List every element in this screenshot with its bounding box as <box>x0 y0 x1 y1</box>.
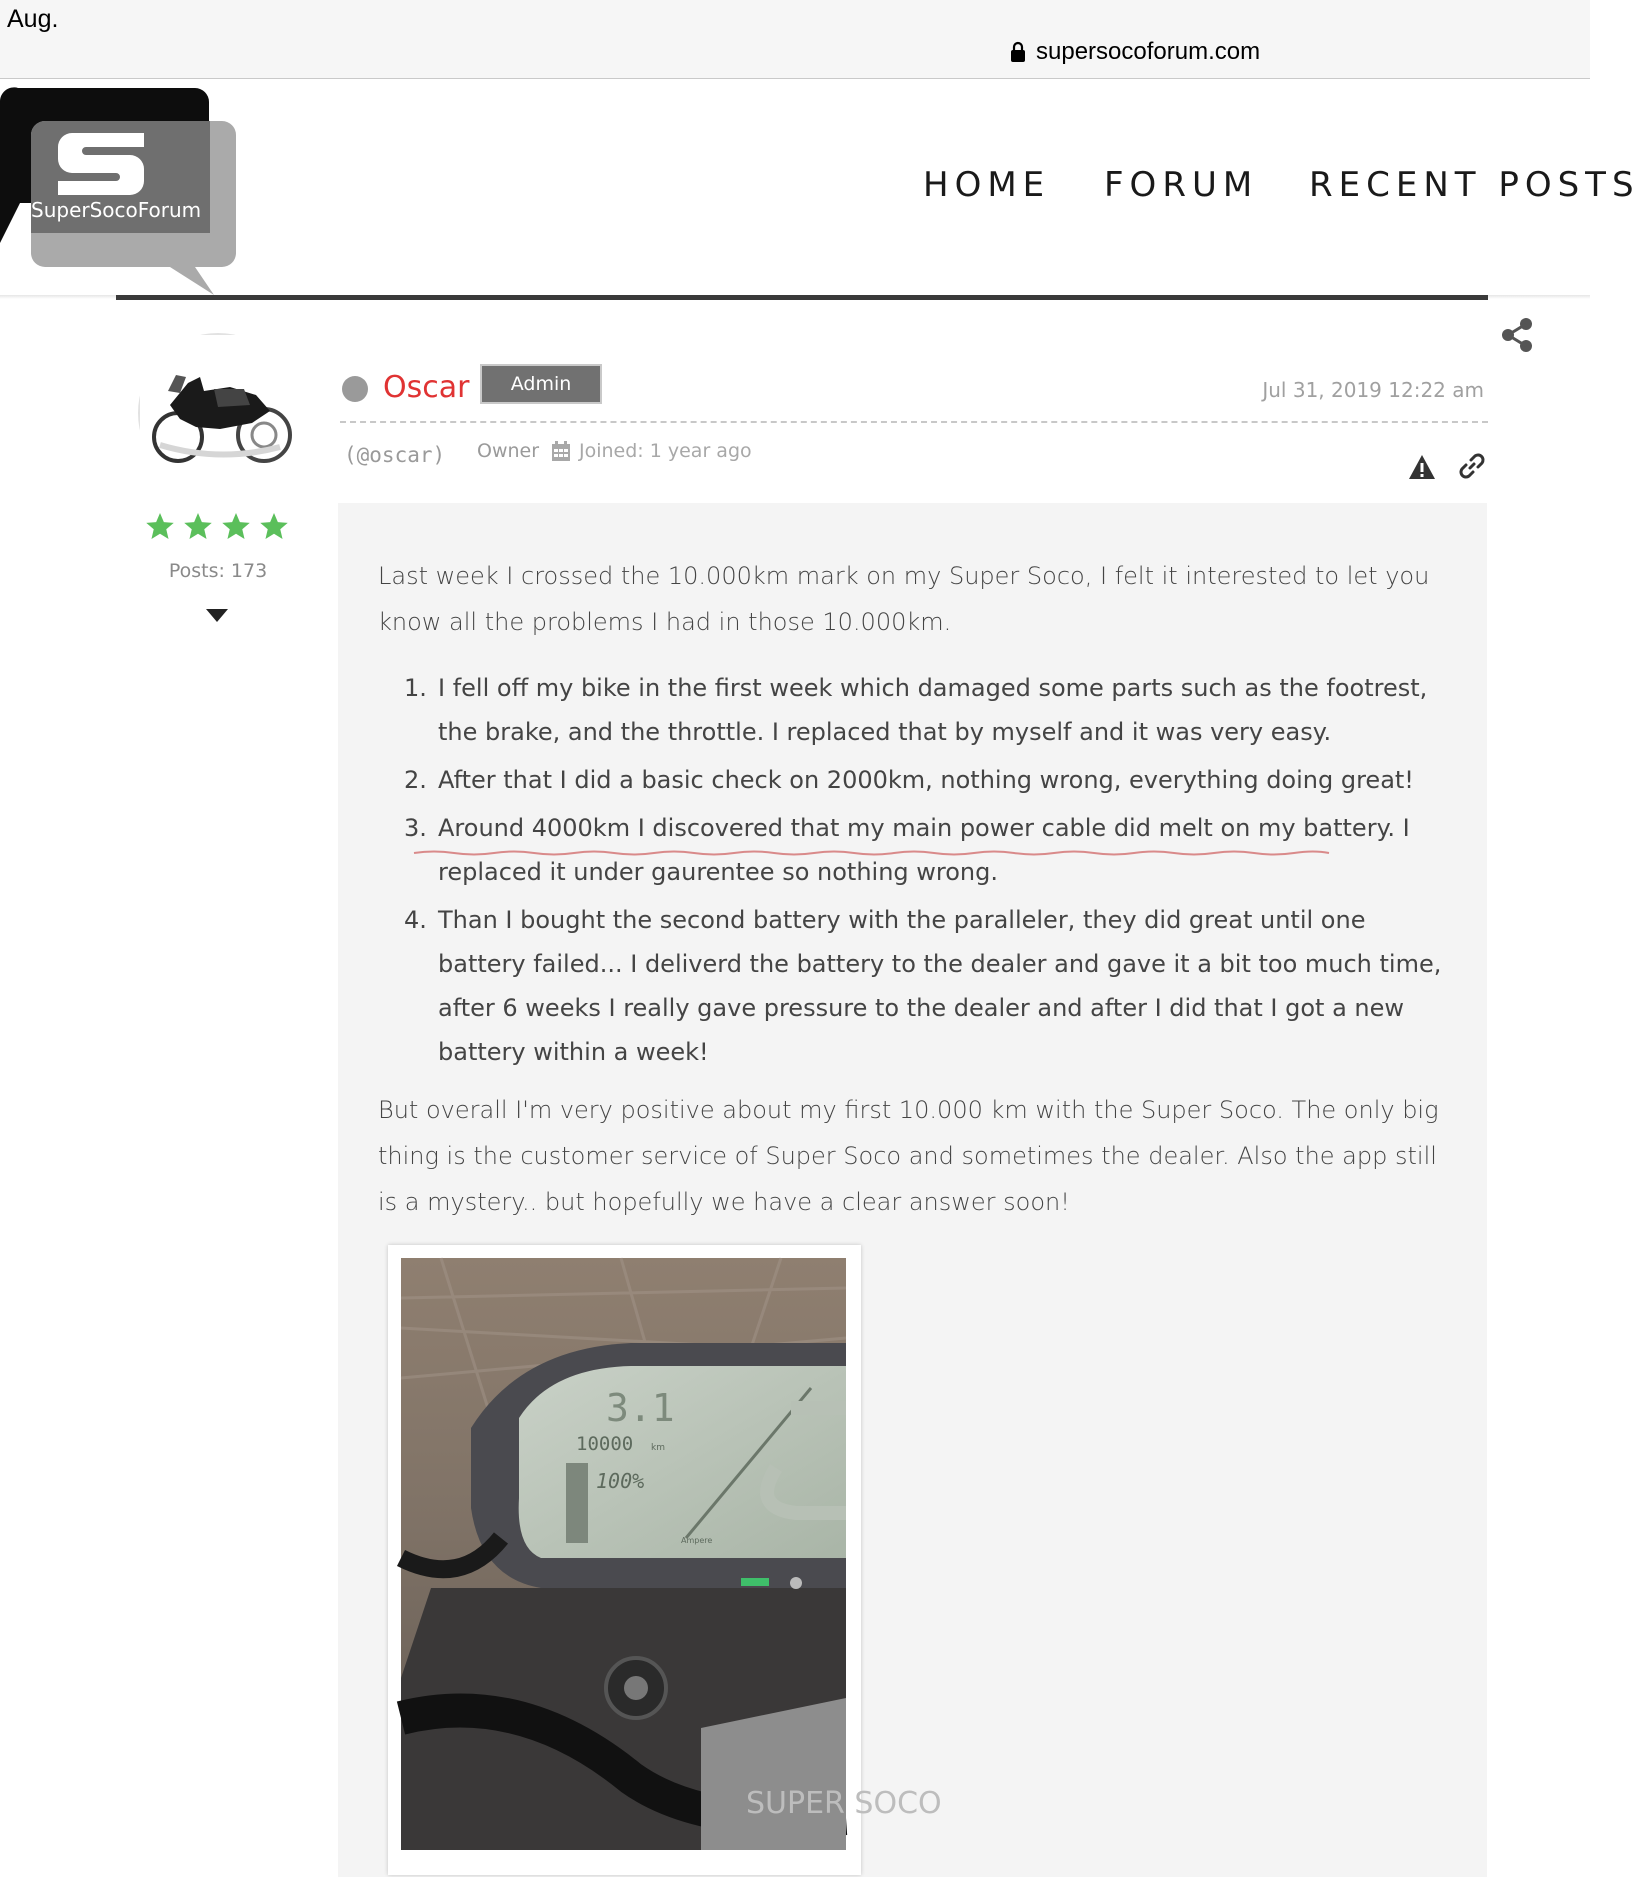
list-number: 4. <box>404 906 427 934</box>
calendar-icon <box>551 441 571 462</box>
dashboard-photo <box>401 1258 942 1850</box>
photo-gauge-label: Ampere <box>681 1536 713 1545</box>
chevron-down-icon[interactable] <box>206 609 228 623</box>
user-role: Owner <box>477 440 540 462</box>
highlight-underline <box>414 848 1329 858</box>
meta-divider <box>340 421 1488 423</box>
share-icon[interactable] <box>1500 317 1534 353</box>
post-content <box>338 503 1487 1877</box>
problem-list <box>378 666 1458 1078</box>
photo-battery-readout: 100% <box>596 1469 645 1493</box>
list-item <box>378 758 1458 802</box>
link-icon[interactable] <box>1458 452 1486 480</box>
rating-stars <box>144 511 290 543</box>
divider <box>116 295 1488 300</box>
photo-odometer-unit: km <box>651 1443 665 1453</box>
star-icon <box>144 511 176 543</box>
star-icon <box>182 511 214 543</box>
post-count: Posts: 173 <box>168 560 268 582</box>
list-number: 3. <box>404 814 427 842</box>
nav-recent-posts[interactable]: RECENT POSTS <box>1309 165 1640 205</box>
status-date: Aug. <box>7 5 59 33</box>
list-item-text: Than I bought the second battery with the paralleler, they did great until one battery failed... I deliverd the battery to the dealer and gave it a bit too much time, after 6 weeks I really gave pressure to the dealer and after I did that I got a new battery within a week! <box>438 906 1442 1066</box>
lock-icon <box>1010 41 1026 63</box>
nav-home[interactable]: HOME <box>923 165 1051 205</box>
list-item-text: After that I did a basic check on 2000km, nothing wrong, everything doing great! <box>438 766 1414 794</box>
list-item <box>378 898 1458 1074</box>
attached-photo[interactable] <box>388 1245 942 1875</box>
post-paragraph-conclusion: But overall I'm very positive about my first 10.000 km with the Super Soco. The only big thing is the customer service of Super Soco and sometimes the dealer. Also the app still is a mystery.. but hopefully we have a clear answer soon! <box>378 1096 1439 1216</box>
photo-speed-readout: 3.1 <box>606 1386 675 1430</box>
joined-text: Joined: 1 year ago <box>579 440 752 462</box>
list-item <box>378 666 1458 754</box>
photo-brand-text: SUPER SOCO <box>746 1786 942 1821</box>
site-header <box>0 80 1640 298</box>
list-item-text: Around 4000km I discovered that my main power cable did melt on my battery. I replaced it under gaurentee so nothing wrong. <box>438 814 1410 886</box>
author-name[interactable]: Oscar <box>383 370 470 405</box>
post-paragraph-intro: Last week I crossed the 10.000km mark on my Super Soco, I felt it interested to let you know all the problems I had in those 10.000km. <box>378 562 1430 636</box>
list-number: 1. <box>404 674 427 702</box>
site-logo[interactable] <box>0 83 240 295</box>
logo-text: SuperSocoForum <box>31 198 202 222</box>
browser-bar <box>0 0 1590 79</box>
joined-info <box>551 440 752 462</box>
online-status-dot <box>342 376 368 402</box>
url-text: supersocoforum.com <box>1036 38 1261 65</box>
star-icon <box>258 511 290 543</box>
nav-forum[interactable]: FORUM <box>1104 165 1259 205</box>
list-item-text: I fell off my bike in the first week which damaged some parts such as the footrest, the brake, and the throttle. I replaced that by myself and it was very easy. <box>438 674 1428 746</box>
report-warning-icon[interactable] <box>1408 454 1436 480</box>
photo-odometer-readout: 10000 <box>576 1433 634 1455</box>
address-bar[interactable] <box>1010 38 1260 66</box>
admin-badge: Admin <box>480 364 602 404</box>
list-number: 2. <box>404 766 427 794</box>
user-handle: (@oscar) <box>344 443 446 467</box>
avatar[interactable] <box>138 333 298 493</box>
post-date: Jul 31, 2019 12:22 am <box>1262 378 1484 402</box>
star-icon <box>220 511 252 543</box>
